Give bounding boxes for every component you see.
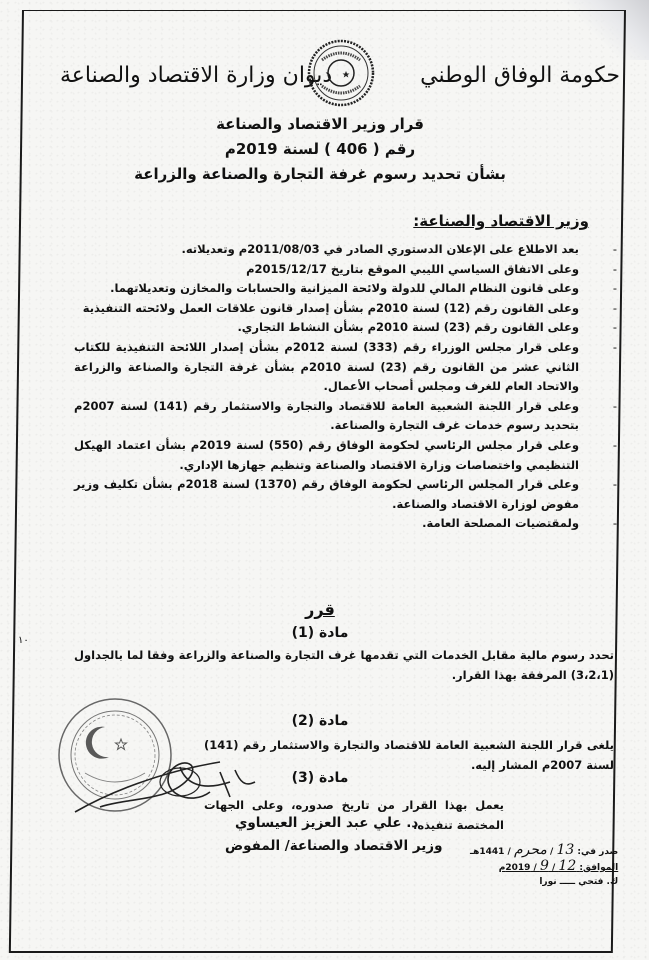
gregorian-day: 12 xyxy=(558,858,577,874)
government-name: حكومة الوفاق الوطني xyxy=(420,63,620,88)
libya-emblem-icon xyxy=(306,38,376,108)
preamble-clause: - بعد الاطلاع على الإعلان الدستوري الصادر في 2011/08/03م وتعديلاته. xyxy=(74,240,579,260)
signatory-title: وزير الاقتصاد والصناعة/ المفوض xyxy=(225,838,443,854)
preamble-clauses xyxy=(74,240,579,534)
hijri-day: 13 xyxy=(556,842,575,858)
decision-title: قرار وزير الاقتصاد والصناعة xyxy=(216,115,424,133)
hijri-month: محرم xyxy=(513,842,547,858)
issue-footer: ك. فتحي ـــــ نورا xyxy=(539,877,619,887)
article-2-body: يلغى قرار اللجنة الشعبية العامة للاقتصاد والتجارة والاستثمار رقم (141) لسنة 2007م المشار إليه. xyxy=(204,738,614,772)
preamble-clause: - وعلى الاتفاق السياسي الليبي الموقع بتاريخ 2015/12/17م xyxy=(74,260,579,280)
margin-mark: ١٠ xyxy=(18,635,29,646)
issued-label: صدر في: xyxy=(577,847,619,857)
article-3-body: يعمل بهذا القرار من تاريخ صدوره، وعلى الجهات المختصة تنفيذه. xyxy=(204,798,504,832)
decision-number: رقم ( 406 ) لسنة 2019م xyxy=(224,140,416,158)
decides-heading: قرر xyxy=(305,600,335,619)
gregorian-label: الموافق: xyxy=(579,863,619,873)
preamble-clause: - وعلى قرار مجلس الرئاسي لحكومة الوفاق رقم (550) لسنة 2019م بشأن اعتماد الهيكل التنظيمي واختصاصات وزارة الاقتصاد والصناعة وتنظيم جهازها الإداري. xyxy=(74,436,579,475)
gregorian-date-line: الموافق: 12 / 9 / 2019م xyxy=(498,858,619,874)
signature xyxy=(70,752,260,822)
gregorian-year: 2019م xyxy=(498,863,531,873)
decision-subject: بشأن تحديد رسوم غرفة التجارة والصناعة والزراعة xyxy=(134,165,506,183)
preamble-clause: - وعلى قرار المجلس الرئاسي لحكومة الوفاق رقم (1370) لسنة 2018م بشأن تكليف وزير مفوض لوزارة الاقتصاد والصناعة. xyxy=(74,475,579,514)
preamble-clause: - وعلى القانون رقم (23) لسنة 2010م بشأن النشاط التجاري. xyxy=(74,318,579,338)
article-2-title: مادة (2) xyxy=(291,713,349,729)
preamble-clause: - وعلى القانون رقم (12) لسنة 2010م بشأن إصدار قانون علاقات العمل ولائحته التنفيذية xyxy=(74,299,579,319)
article-1-body: تحدد رسوم مالية مقابل الخدمات التي تقدمها غرف التجارة والصناعة والزراعة وفقا لما بالجداول (3،2،1) المرفقة بهذا القرار. xyxy=(74,648,614,682)
preamble-clause: - وعلى قرار مجلس الوزراء رقم (333) لسنة 2012م بشأن إصدار اللائحة التنفيذية للكتاب الثاني عشر من القانون رقم (23) لسنة 2010م بشأن غرفة التجارة والصناعة والزراعة والاتحاد العام للغرف ومجلس أصحاب الأعمال. xyxy=(74,338,579,397)
signatory-name: د. علي عبد العزيز العيساوي xyxy=(235,815,419,831)
preamble-heading: وزير الاقتصاد والصناعة: xyxy=(413,212,589,230)
gregorian-month: 9 xyxy=(539,858,549,874)
article-3-title: مادة (3) xyxy=(291,770,349,786)
preamble-clause: - وعلى قانون النظام المالي للدولة ولائحة الميزانية والحسابات والمخازن وتعديلاتهما. xyxy=(74,279,579,299)
hijri-date-line: صدر في: 13 / محرم / 1441هـ xyxy=(470,842,619,858)
ministry-office-name: ديوان وزارة الاقتصاد والصناعة xyxy=(60,63,333,88)
hijri-year: 1441هـ xyxy=(470,847,505,857)
issue-date-block xyxy=(470,843,618,889)
article-1-title: مادة (1) xyxy=(291,625,349,641)
preamble-clause: - ولمقتضيات المصلحة العامة. xyxy=(74,514,579,534)
preamble-clause: - وعلى قرار اللجنة الشعبية العامة للاقتصاد والتجارة والاستثمار رقم (141) لسنة 2007م بتحديد رسوم خدمات غرف التجارة والصناعة. xyxy=(74,397,579,436)
